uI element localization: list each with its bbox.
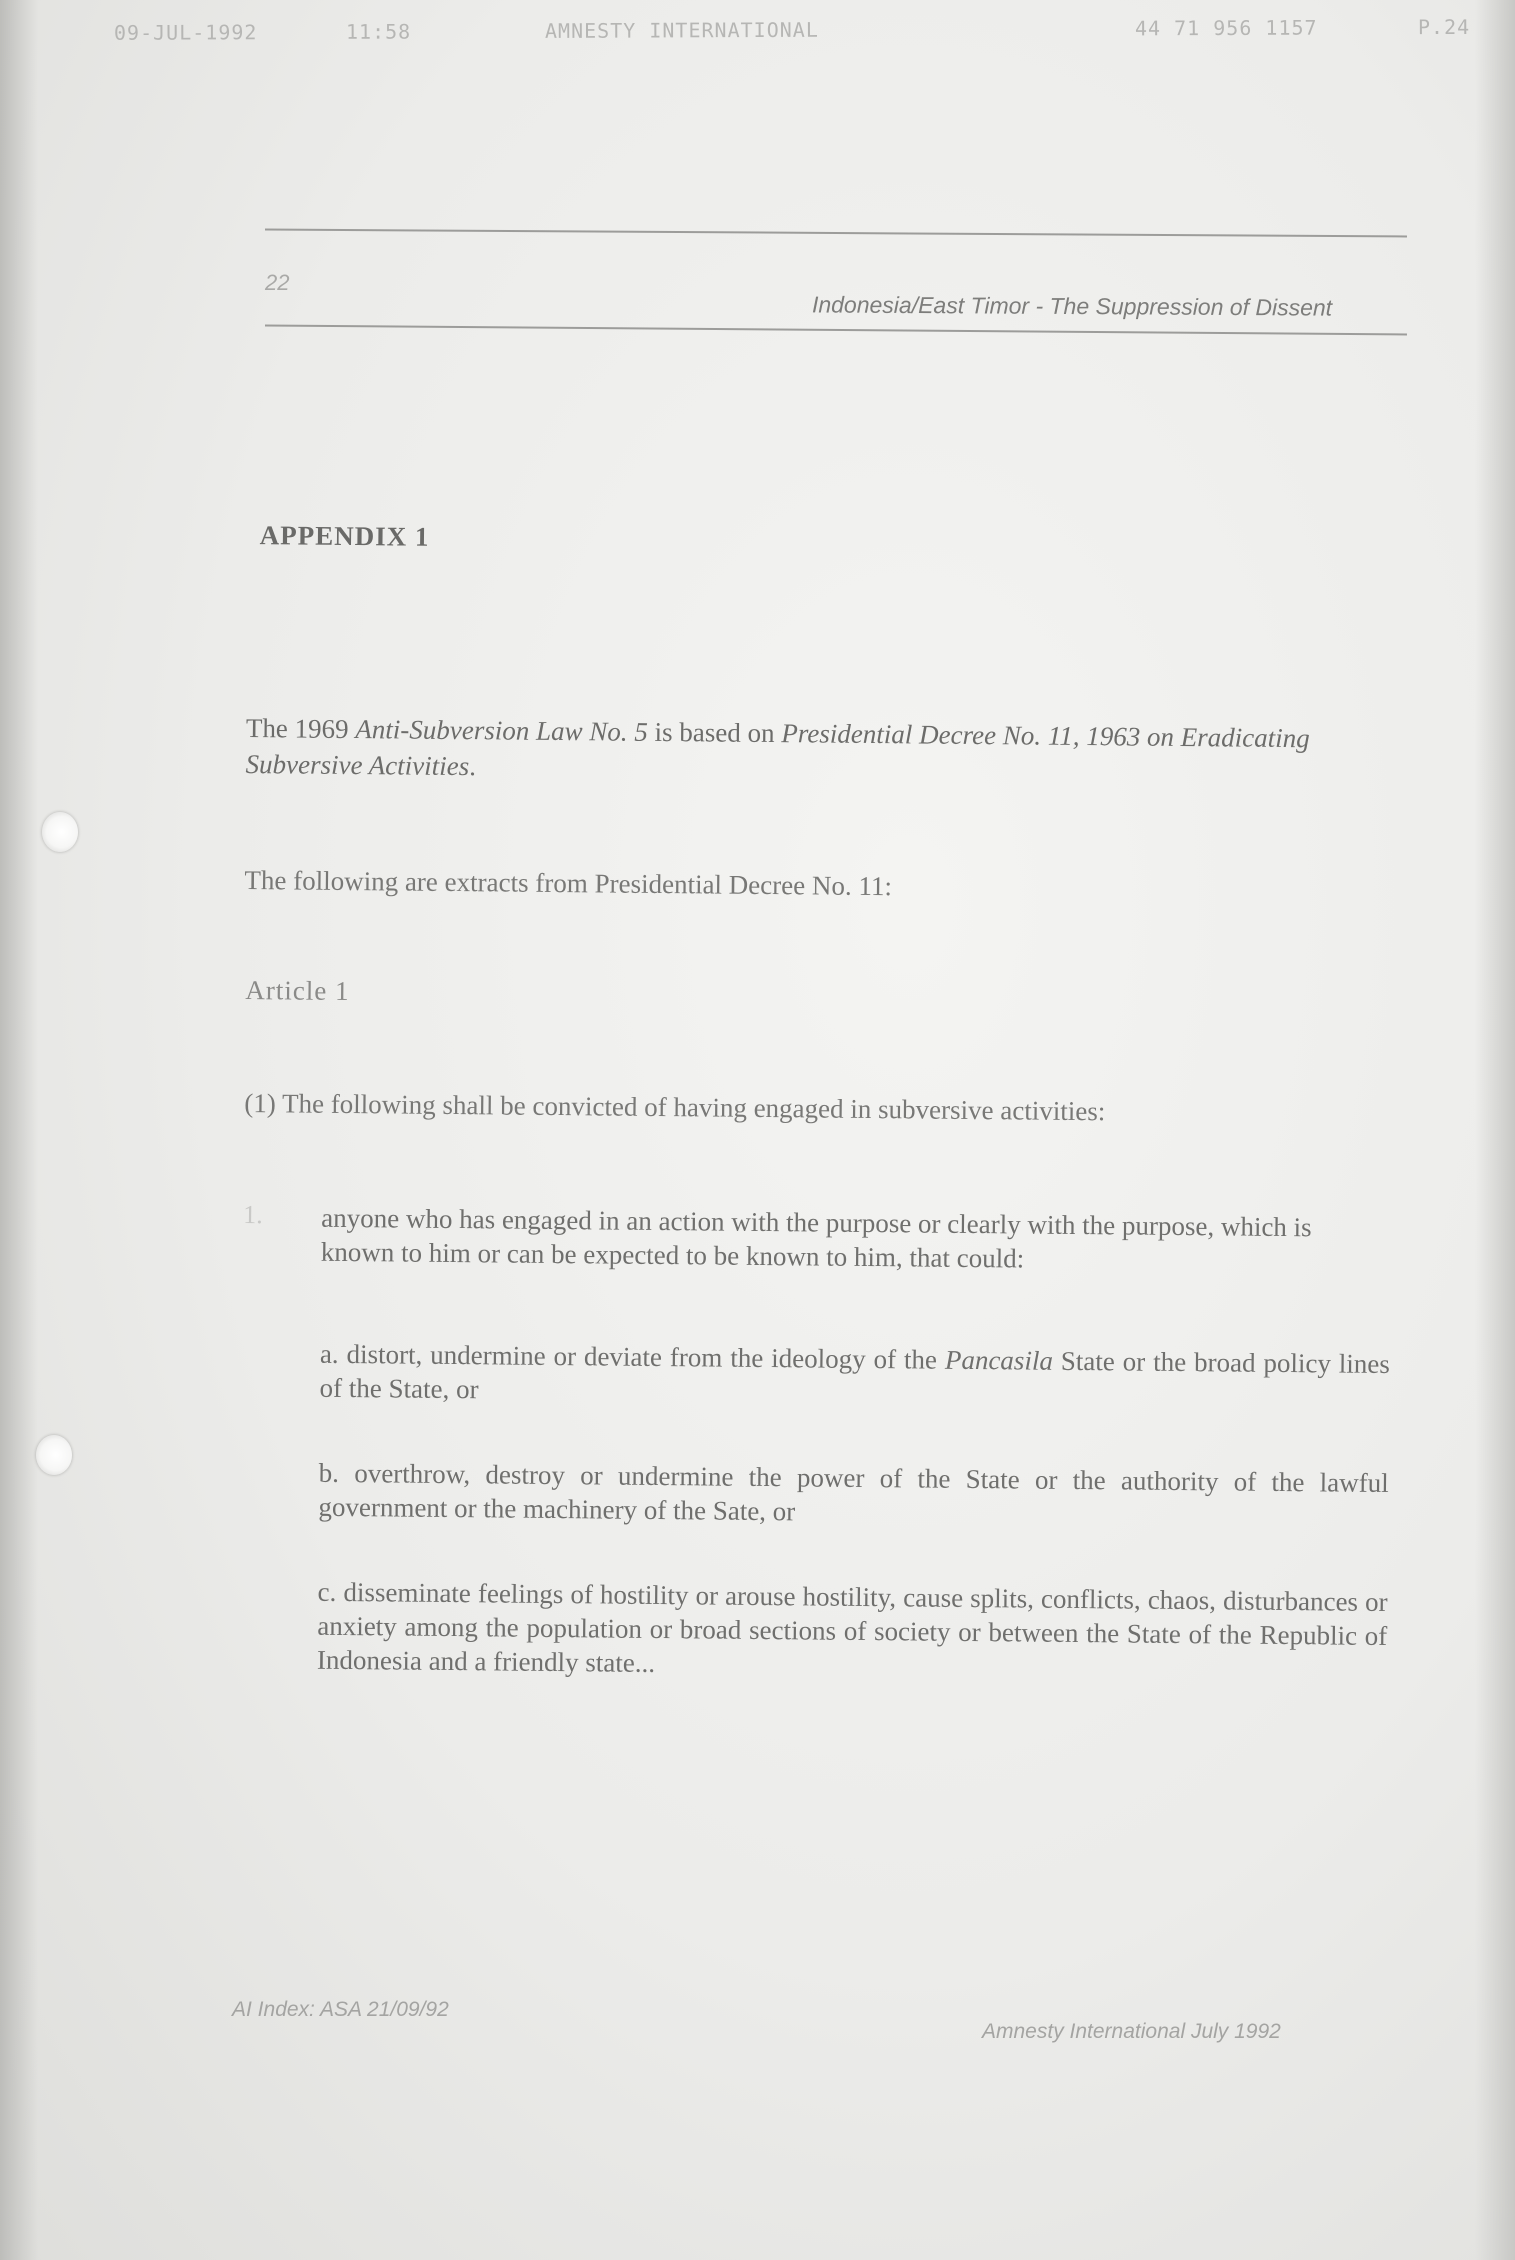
decree-title: Presidential Decree No. 11, 1963 on Eradicating Subversive Activities [245,718,1310,782]
running-title: Indonesia/East Timor - The Suppression of Dissent [811,291,1333,321]
law-title: Anti-Subversion Law No. 5 [355,714,649,747]
item-number: 1. [243,1199,263,1230]
fax-phone-number: 44 71 956 1157 [1134,15,1318,41]
fax-page-number: P.24 [1417,14,1471,40]
intro-middle: is based on [647,716,782,749]
ai-index: AI Index: ASA 21/09/92 [232,1998,449,2021]
clause-1: (1) The following shall be convicted of having engaged in subversive activities: [244,1087,1106,1127]
sub-item-b: b. overthrow, destroy or undermine the power of the State or the authority of the lawful government or the machinery of the Sate, or [318,1457,1389,1527]
fax-time: 11:58 [345,19,412,44]
intro-paragraph [245,710,1396,793]
page-number: 22 [265,270,290,295]
sub-item-a [319,1337,1390,1415]
item-text: anyone who has engaged in an action with the purpose or clearly with the purpose, which is known to him or can be expected to be known to him, that could: [320,1202,1312,1274]
document-body [243,510,1408,1678]
intro-suffix: . [469,751,477,782]
header-rule-top [265,229,1407,238]
appendix-heading: APPENDIX 1 [259,520,430,552]
fax-date: 09-JUL-1992 [113,20,258,45]
punch-hole [42,812,78,852]
fax-sender: AMNESTY INTERNATIONAL [544,17,819,43]
extract-intro: The following are extracts from Presidential Decree No. 11: [244,864,893,902]
header-rule-bottom [265,325,1407,336]
sub-item-c: c. disseminate feelings of hostility or arouse hostility, cause splits, conflicts, chaos, disturbances or anxiety among the population or broad sections of society or between the State of the Republic of Indonesia and a friendly state... [316,1576,1388,1678]
sub-a-after: State or the broad policy lines of the State, or [319,1345,1390,1405]
pancasila-term: Pancasila [944,1344,1054,1376]
intro-prefix: The 1969 [245,712,356,745]
sub-a-before: a. distort, undermine or deviate from the ideology of the [319,1338,946,1375]
publication-date: Amnesty International July 1992 [982,2020,1281,2043]
fax-transmission-header [0,11,1515,58]
punch-hole [36,1435,72,1475]
article-title: Article 1 [245,974,350,1006]
